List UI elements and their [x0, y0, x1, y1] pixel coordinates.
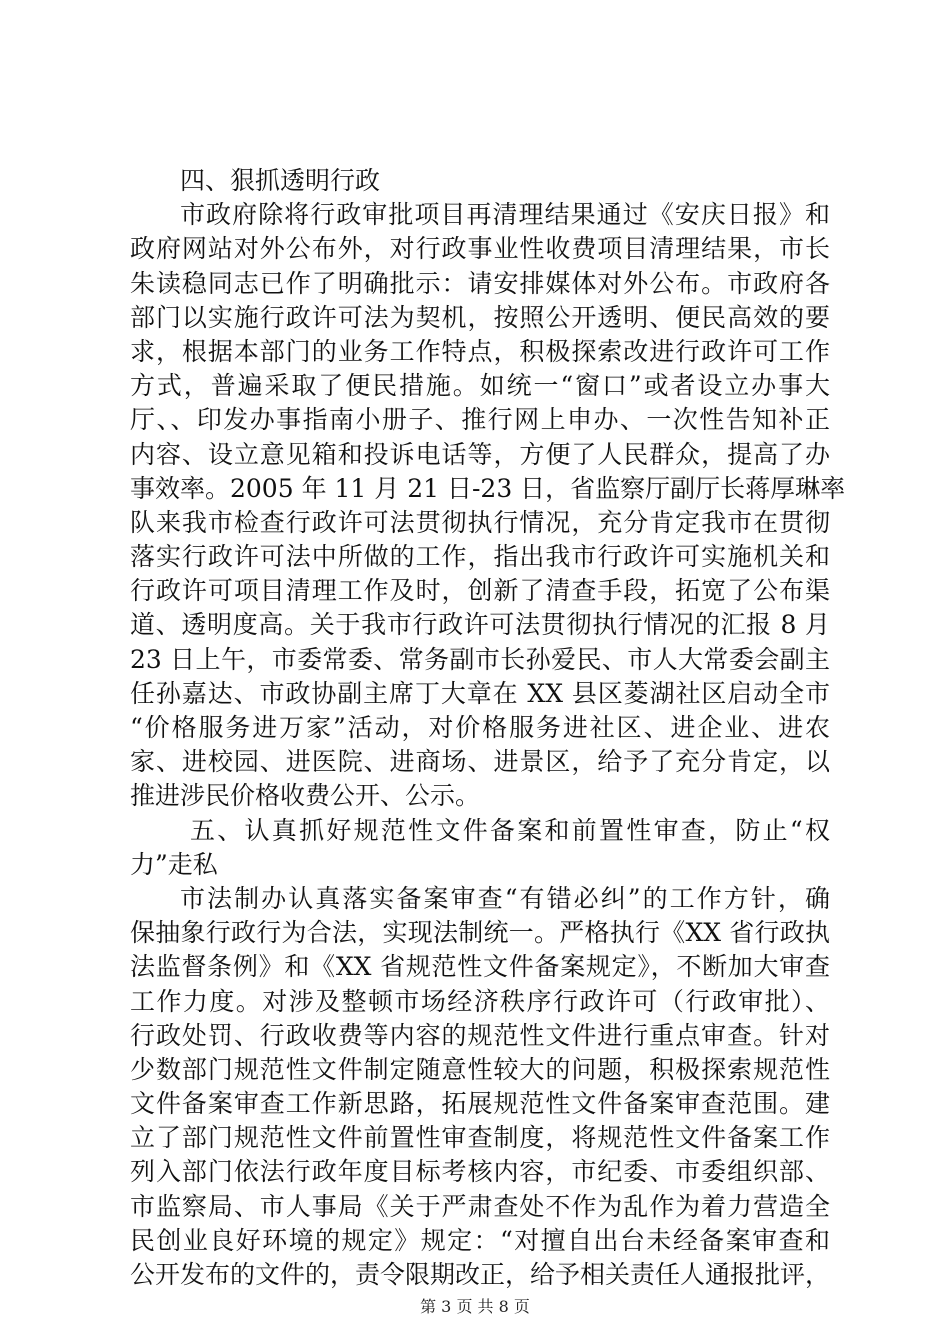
- paragraph-line: 文件备案审查工作新思路，拓展规范性文件备案审查范围。建: [130, 1089, 830, 1119]
- paragraph-line: 行政处罚、行政收费等内容的规范性文件进行重点审查。针对: [130, 1020, 830, 1050]
- paragraph-line: 家、进校园、进医院、进商场、进景区，给予了充分肯定，以: [130, 747, 830, 777]
- paragraph-line: 市监察局、市人事局《关于严肃查处不作为乱作为着力营造全: [130, 1191, 830, 1221]
- paragraph-line: 事效率。2005 年 11 月 21 日-23 日，省监察厅副厅长蒋厚琳率: [130, 473, 846, 503]
- paragraph-line: 行政许可项目清理工作及时，创新了清查手段，拓宽了公布渠: [130, 576, 830, 606]
- paragraph-line: 市法制办认真落实备案审查“有错必纠”的工作方针，确: [180, 883, 830, 913]
- paragraph-line: 市政府除将行政审批项目再清理结果通过《安庆日报》和: [180, 200, 830, 230]
- paragraph-line: 公开发布的文件的，责令限期改正，给予相关责任人通报批评，: [130, 1260, 831, 1289]
- paragraph-line: 队来我市检查行政许可法贯彻执行情况，充分肯定我市在贯彻: [130, 507, 830, 537]
- paragraph-line: 道、透明度高。关于我市行政许可法贯彻执行情况的汇报 8 月: [130, 610, 830, 640]
- paragraph-line: 求，根据本部门的业务工作特点，积极探索改进行政许可工作: [130, 336, 830, 366]
- paragraph-line: 法监督条例》和《XX 省规范性文件备案规定》，不断加大审查: [130, 952, 830, 982]
- paragraph-line: 23 日上午，市委常委、常务副市长孙爱民、市人大常委会副主: [130, 644, 830, 674]
- paragraph-line: 保抽象行政行为合法，实现法制统一。严格执行《XX 省行政执: [130, 918, 830, 948]
- paragraph-line: 部门以实施行政许可法为契机，按照公开透明、便民高效的要: [130, 302, 830, 332]
- paragraph-line: 列入部门依法行政年度目标考核内容，市纪委、市委组织部、: [130, 1157, 830, 1187]
- paragraph-line: 推进涉民价格收费公开、公示。: [130, 781, 481, 811]
- paragraph-line: 朱读稳同志已作了明确批示：请安排媒体对外公布。市政府各: [130, 268, 830, 298]
- paragraph-line: “价格服务进万家”活动，对价格服务进社区、进企业、进农: [130, 713, 830, 742]
- paragraph-line: 政府网站对外公布外，对行政事业性收费项目清理结果，市长: [130, 234, 830, 264]
- paragraph-line: 任孙嘉达、市政协副主席丁大章在 XX 县区菱湖社区启动全市: [130, 678, 830, 708]
- paragraph-line: 少数部门规范性文件制定随意性较大的问题，积极探索规范性: [130, 1054, 830, 1084]
- paragraph-line: 内容、设立意见箱和投诉电话等，方便了人民群众，提高了办: [130, 439, 830, 469]
- page-footer: 第 3 页 共 8 页: [420, 1297, 530, 1316]
- paragraph-line: 立了部门规范性文件前置性审查制度，将规范性文件备案工作: [130, 1123, 830, 1153]
- paragraph-line: 民创业良好环境的规定》规定：“对擅自出台未经备案审查和: [130, 1225, 830, 1255]
- section-heading-line: 力”走私: [130, 849, 218, 879]
- paragraph-line: 厅、、印发办事指南小册子、推行网上申办、一次性告知补正: [130, 405, 830, 435]
- document-body: [130, 164, 846, 1292]
- section-heading-line: 四、狠抓透明行政: [180, 166, 381, 195]
- paragraph-line: 工作力度。对涉及整顿市场经济秩序行政许可（行政审批）、: [130, 986, 830, 1016]
- paragraph-line: 方式，普遍采取了便民措施。如统一“窗口”或者设立办事大: [130, 371, 830, 401]
- section-heading-line: 五、认真抓好规范性文件备案和前置性审查，防止“权: [190, 815, 830, 845]
- paragraph-line: 落实行政许可法中所做的工作，指出我市行政许可实施机关和: [130, 542, 830, 572]
